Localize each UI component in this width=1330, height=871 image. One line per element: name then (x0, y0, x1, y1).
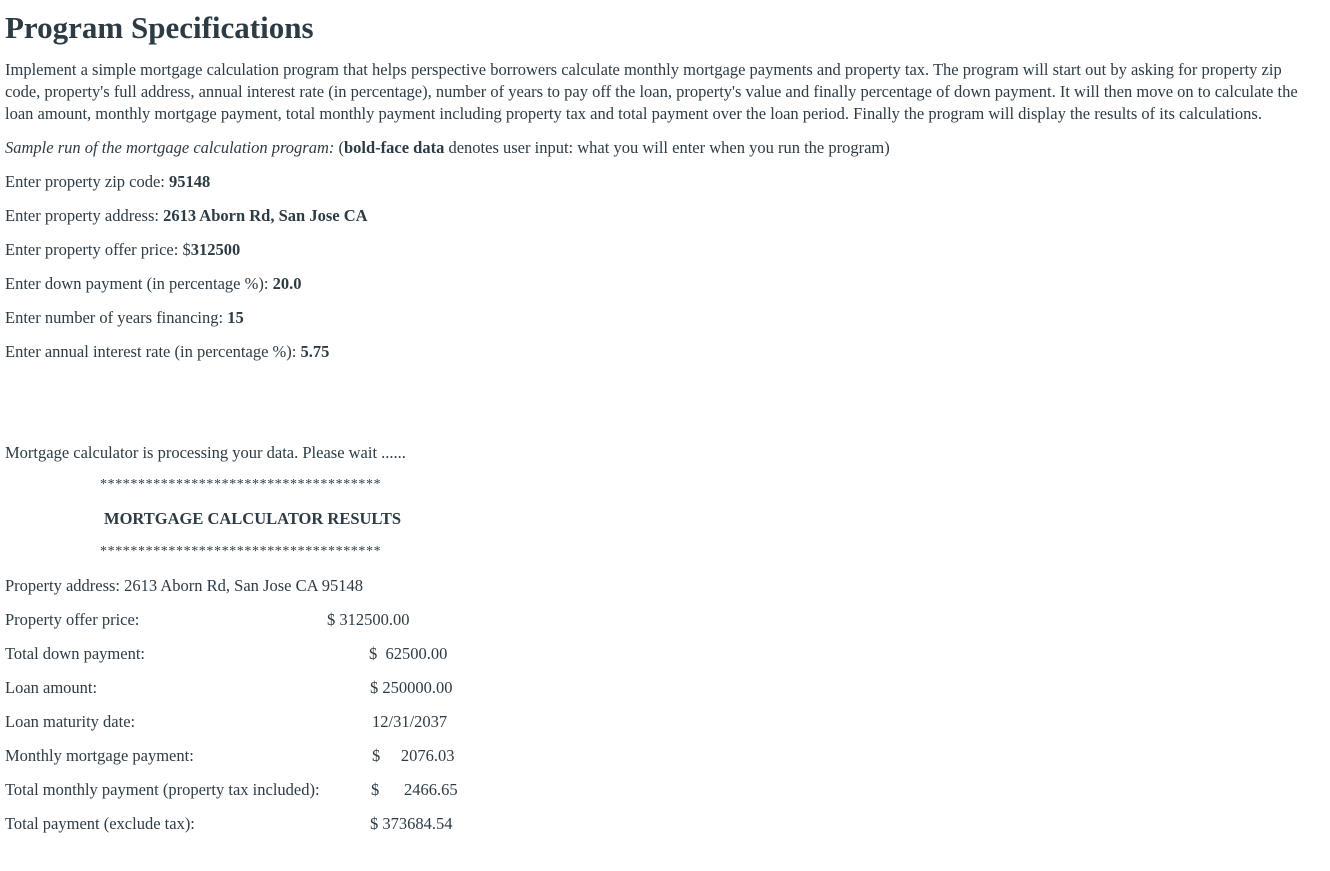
sample-run-note (5, 137, 1305, 159)
result-row (5, 643, 1305, 665)
input-line-rate (5, 341, 1305, 363)
result-row (5, 711, 1305, 733)
sample-paren-open: ( (334, 138, 344, 157)
input-prompt: Enter property address: (5, 206, 164, 225)
result-value: $ 2076.03 (372, 746, 455, 765)
results-block (5, 575, 1305, 835)
sample-bold-word: bold-face data (343, 138, 445, 157)
stars-divider-bottom: ************************************* (100, 544, 382, 559)
input-line-price (5, 239, 1305, 261)
input-prompt: Enter property offer price: $ (5, 240, 191, 259)
input-value: 15 (227, 308, 244, 327)
results-title: MORTGAGE CALCULATOR RESULTS (104, 509, 402, 528)
input-prompts (5, 171, 1305, 363)
result-value: $ 250000.00 (370, 678, 453, 697)
result-label: Total monthly payment (property tax included): (5, 780, 320, 799)
stars-divider-top: ************************************* (100, 477, 382, 492)
result-label: Total payment (exclude tax): (5, 814, 195, 833)
input-value: 2613 Aborn Rd, San Jose CA (163, 206, 368, 225)
input-prompt: Enter annual interest rate (in percentage %): (5, 342, 301, 361)
intro-paragraph: Implement a simple mortgage calculation program that helps perspective borrowers calculate monthly mortgage payments and property tax. The program will start out by asking for property zip code, property's full address, annual interest rate (in percentage), number of years to pay off the loan, property's value and finally percentage of down payment. It will then move on to calculate the loan amount, monthly mortgage payment, total monthly payment including property tax and total payment over the loan period. Finally the program will display the results of its calculations. (5, 60, 1298, 123)
result-label: Loan maturity date: (5, 712, 136, 731)
input-value: 20.0 (272, 274, 302, 293)
input-value: 5.75 (300, 342, 330, 361)
result-value: $ 373684.54 (370, 814, 453, 833)
result-row (5, 813, 1305, 835)
input-line-down-payment (5, 273, 1305, 295)
result-label: Property offer price: (5, 610, 140, 629)
input-value: 312500 (190, 240, 241, 259)
result-value: $ 312500.00 (327, 610, 410, 629)
input-line-address (5, 205, 1305, 227)
result-address: Property address: 2613 Aborn Rd, San Jose CA 95148 (5, 576, 363, 595)
input-line-years (5, 307, 1305, 329)
result-value: $ 2466.65 (371, 780, 458, 799)
sample-rest: denotes user input: what you will enter when you run the program) (444, 138, 890, 157)
input-prompt: Enter down payment (in percentage %): (5, 274, 273, 293)
page-title: Program Specifications (5, 10, 314, 45)
input-line-zip (5, 171, 1305, 193)
document-page (5, 0, 1305, 835)
input-prompt: Enter number of years financing: (5, 308, 228, 327)
result-label: Loan amount: (5, 678, 98, 697)
result-value: $ 62500.00 (369, 644, 448, 663)
result-label: Total down payment: (5, 644, 145, 663)
result-label: Monthly mortgage payment: (5, 746, 194, 765)
input-prompt: Enter property zip code: (5, 172, 170, 191)
sample-run-label: Sample run of the mortgage calculation program: (5, 138, 335, 157)
result-row (5, 745, 1305, 767)
result-row (5, 779, 1305, 801)
result-value: 12/31/2037 (372, 712, 448, 731)
processing-message: Mortgage calculator is processing your data. Please wait ...... (5, 443, 406, 462)
result-row (5, 677, 1305, 699)
input-value: 95148 (169, 172, 211, 191)
result-row (5, 609, 1305, 631)
